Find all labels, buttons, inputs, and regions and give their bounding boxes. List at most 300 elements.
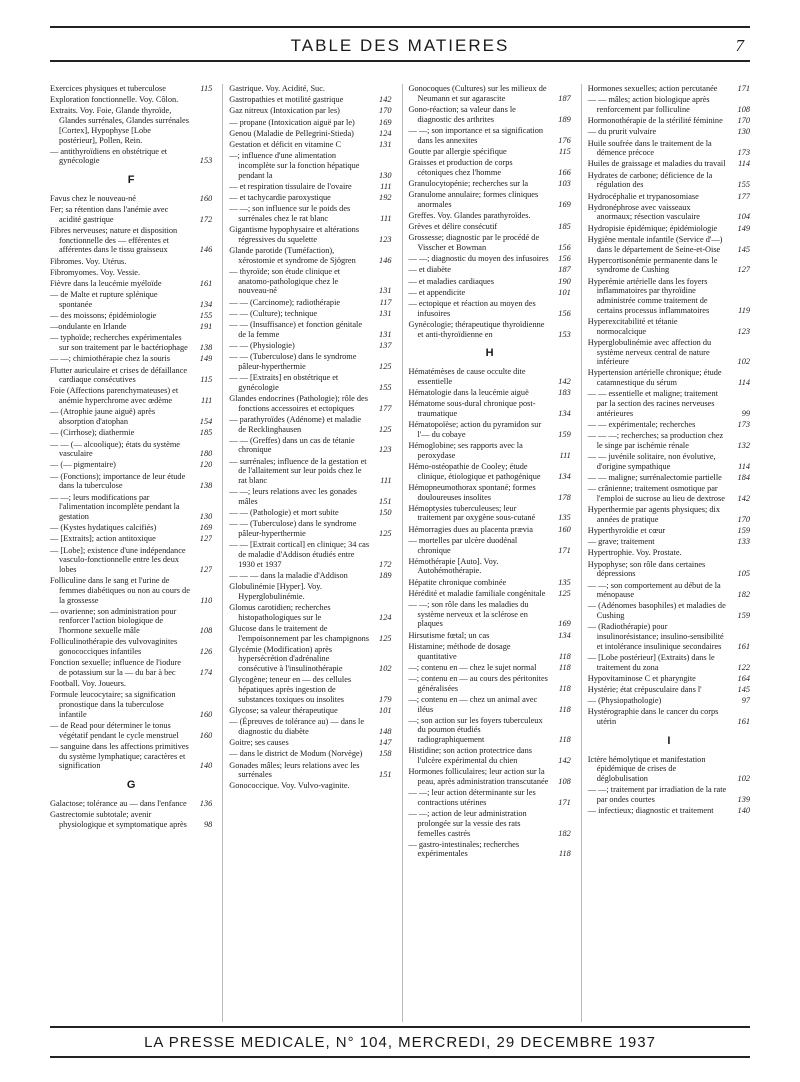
entry-page-ref: 172 xyxy=(199,214,213,224)
entry-term: Formule leucocytaire; sa signification pronostique dans la tuberculose infantile xyxy=(50,690,176,719)
index-entry xyxy=(409,299,571,318)
index-entry xyxy=(409,746,571,765)
entry-term: Fièvre dans la leucémie myéloïde xyxy=(50,278,162,288)
entry-term: Fibromyomes. Voy. Vessie. xyxy=(50,267,141,277)
entry-page-ref: 114 xyxy=(738,461,750,471)
header-rule-top xyxy=(50,26,750,28)
entry-page-ref: 139 xyxy=(737,794,750,804)
entry-page-ref: 161 xyxy=(737,641,750,651)
entry-page-ref: 150 xyxy=(379,508,392,518)
entry-term: Hygiène mentale infantile (Service d'—) dans le département de Seine-et-Oise xyxy=(587,234,723,254)
entry-page-ref: 155 xyxy=(379,382,392,392)
entry-page-ref: 134 xyxy=(558,471,571,481)
entry-term: Gigantisme hypophysaire et altérations régressives du squelette xyxy=(229,225,359,244)
entry-page-ref: 146 xyxy=(199,245,213,255)
entry-page-ref: 185 xyxy=(199,428,213,438)
index-entry xyxy=(50,534,212,544)
entry-term: Hystérographie dans le cancer du corps utérin xyxy=(587,707,719,727)
index-entry xyxy=(50,679,212,689)
index-entry xyxy=(588,192,750,202)
index-entry xyxy=(409,525,571,535)
entry-term: — typhoïde; recherches expérimentales sur son traitement par le bactériophage xyxy=(50,333,188,353)
entry-page-ref: 159 xyxy=(737,526,750,536)
entry-term: Hémo-ostéopathie de Cooley; étude clinique, étiologique et pathogénique xyxy=(408,461,541,481)
index-entry xyxy=(50,460,212,470)
index-entry xyxy=(229,129,391,139)
entry-page-ref: 153 xyxy=(199,156,213,166)
index-entry xyxy=(588,674,750,684)
index-entry xyxy=(409,288,571,298)
entry-page-ref: 134 xyxy=(558,408,571,418)
section-letter: F xyxy=(127,174,135,187)
entry-page-ref: 108 xyxy=(199,626,213,636)
index-entry xyxy=(409,179,571,189)
entry-term: — — —; recherches; sa production chez le singe par ischémie rénale xyxy=(587,431,724,450)
entry-term: Greffes. Voy. Glandes parathyroïdes. xyxy=(408,210,531,220)
index-entry xyxy=(588,277,750,316)
index-entry xyxy=(50,333,212,352)
entry-term: — —; traitement par irradiation de la rate par ondes courtes xyxy=(587,785,727,804)
index-entry xyxy=(409,767,571,786)
entry-term: — —; son rôle dans les maladies du système nerveux et la sclérose en plaques xyxy=(408,600,529,629)
entry-term: — (Physiopathologie) xyxy=(587,696,662,706)
entry-term: — — maligne; surrénalectomie partielle xyxy=(587,473,722,483)
index-entry xyxy=(588,537,750,547)
entry-term: — grave; traitement xyxy=(587,537,655,547)
entry-term: Gaz nitreux (Intoxication par les) xyxy=(229,106,340,116)
entry-page-ref: 166 xyxy=(558,167,571,177)
index-entry xyxy=(588,171,750,190)
entry-page-ref: 138 xyxy=(199,481,213,491)
entry-page-ref: 138 xyxy=(199,343,213,353)
index-entry xyxy=(588,159,750,169)
entry-page-ref: 137 xyxy=(379,340,392,350)
entry-page-ref: 189 xyxy=(379,570,392,580)
entry-page-ref: 177 xyxy=(379,403,392,413)
entry-term: — — (Physiologie) xyxy=(229,340,295,350)
entry-page-ref: 127 xyxy=(199,534,213,544)
index-entry xyxy=(409,126,571,145)
entry-term: — — (Carcinome); radiothérapie xyxy=(229,297,341,307)
entry-term: Globulinémie [Hyper]. Voy. Hyperglobulinémie. xyxy=(229,582,322,601)
entry-term: Gono-réaction; sa valeur dans le diagnostic des arthrites xyxy=(408,104,516,124)
index-entry xyxy=(50,205,212,224)
entry-term: Fibromes. Voy. Utérus. xyxy=(50,256,127,266)
entry-term: Glucose dans le traitement de l'empoisonnement par les champignons xyxy=(229,623,370,643)
entry-term: Hyperthyroïdie et cœur xyxy=(587,526,666,536)
index-entry xyxy=(229,645,391,674)
entry-term: — crânienne; traitement osmotique par l'emploi de sucrose au lieu de dextrose xyxy=(587,484,725,503)
index-entry xyxy=(229,415,391,434)
entry-term: Ictère hémolytique et manifestation épidémique de crises de déglobulisation xyxy=(587,754,706,783)
entry-term: Gynécologie; thérapeutique thyroïdienne et anti-thyroïdienne en xyxy=(408,319,545,339)
index-entry xyxy=(50,440,212,459)
index-entry xyxy=(50,194,212,204)
index-entry xyxy=(50,428,212,438)
entry-term: Hydropisie épidémique; épidémiologie xyxy=(587,223,718,233)
entry-page-ref: 179 xyxy=(379,694,392,704)
entry-term: — dans le district de Modum (Norvège) xyxy=(229,749,363,759)
entry-page-ref: 160 xyxy=(199,193,213,203)
page-footer: LA PRESSE MEDICALE, N° 104, MERCREDI, 29 DECEMBRE 1937 xyxy=(144,1034,656,1051)
entry-page-ref: 187 xyxy=(558,93,571,103)
entry-term: Foie (Affections parenchymateuses) et anémie hyperchrome avec œdème xyxy=(50,386,179,406)
entry-term: Grossesse; diagnostic par le procédé de Visscher et Bowman xyxy=(408,233,540,253)
entry-term: — et tachycardie paroxystique xyxy=(229,193,331,203)
index-entry xyxy=(588,785,750,804)
entry-page-ref: 171 xyxy=(737,84,750,93)
header-rule-bottom xyxy=(50,60,750,62)
index-entry xyxy=(50,279,212,289)
entry-page-ref: 145 xyxy=(737,685,750,695)
index-entry xyxy=(409,504,571,523)
index-entry xyxy=(409,147,571,157)
entry-page-ref: 135 xyxy=(558,513,571,523)
entry-page-ref: 125 xyxy=(379,529,392,539)
entry-term: — du prurit vulvaire xyxy=(587,127,657,137)
entry-term: — — [Extrait cortical] en clinique; 34 cas de maladie d'Addison étudiés entre 1930 et 1937 xyxy=(229,540,370,569)
entry-page-ref: 125 xyxy=(379,361,392,371)
entry-term: Hypercortisonémie permanente dans le syndrome de Cushing xyxy=(587,255,718,275)
entry-page-ref: 169 xyxy=(379,117,392,127)
index-entry xyxy=(409,674,571,693)
index-entry xyxy=(409,631,571,641)
entry-term: — —; leurs modifications par l'alimentation incomplète pendant la gestation xyxy=(50,492,180,521)
index-entry xyxy=(50,607,212,636)
index-entry xyxy=(588,473,750,483)
entry-term: Hypertrophie. Voy. Prostate. xyxy=(587,548,682,558)
entry-term: Hématémèses de cause occulte dite essentielle xyxy=(408,367,526,386)
entry-term: — — juvénile solitaire, non évolutive, d'origine sympathique xyxy=(587,452,716,471)
index-entry xyxy=(588,505,750,524)
entry-term: Football. Voy. Joueurs. xyxy=(50,679,126,689)
entry-page-ref: 151 xyxy=(379,496,392,506)
index-entry xyxy=(229,394,391,413)
entry-term: Hyperthermie par agents physiques; dix années de pratique xyxy=(587,505,721,524)
entry-term: Grèves et délire consécutif xyxy=(408,222,498,232)
entry-page-ref: 118 xyxy=(558,683,571,693)
entry-term: Gonococcique. Voy. Vulvo-vaginite. xyxy=(229,781,350,791)
index-entry xyxy=(588,95,750,114)
entry-term: — et diabète xyxy=(408,265,451,275)
index-entry xyxy=(588,707,750,726)
entry-term: — —; action de leur administration prolongée sur la vessie des rats femelles castrés xyxy=(408,809,527,838)
entry-term: Fonction sexuelle; influence de l'iodure de potassium sur la — du bar à bec xyxy=(50,658,181,677)
footer-rule-top xyxy=(50,1026,750,1028)
entry-term: —; son action sur les foyers tuberculeux du poumon étudiés radiographiquement xyxy=(408,715,543,745)
index-entry xyxy=(50,472,212,491)
entry-term: Genou (Maladie de Pellegrini-Stieda) xyxy=(229,128,354,138)
entry-term: Hémoglobine; ses rapports avec la peroxydase xyxy=(408,441,523,460)
index-entry xyxy=(50,493,212,522)
index-entry xyxy=(409,642,571,661)
entry-term: Hémoptysies tuberculeuses; leur traitement par oxygène sous-cutané xyxy=(408,503,536,523)
index-entry xyxy=(50,322,212,332)
entry-page-ref: 160 xyxy=(199,709,213,719)
index-entry xyxy=(229,298,391,308)
index-entry xyxy=(588,389,750,418)
entry-term: — parathyroïdes (Adénome) et maladie de Recklinghausen xyxy=(229,414,362,434)
entry-page-ref: 135 xyxy=(558,577,571,587)
entry-page-ref: 111 xyxy=(559,450,571,460)
index-entry xyxy=(409,233,571,252)
entry-page-ref: 118 xyxy=(558,735,571,745)
entry-page-ref: 118 xyxy=(558,849,571,859)
entry-term: Histamine; méthode de dosage quantitative xyxy=(408,641,511,661)
entry-term: Gestation et déficit en vitamine C xyxy=(229,140,341,150)
entry-term: — (Cirrhose); diathermie xyxy=(50,428,135,438)
entry-term: — [Lobe postérieur] (Extraits) dans le traitement du zona xyxy=(587,652,715,672)
index-entry xyxy=(588,622,750,651)
entry-term: Histidine; son action protectrice dans l'ulcère expérimental du chien xyxy=(408,746,532,766)
entry-page-ref: 133 xyxy=(737,537,750,547)
index-entry xyxy=(409,254,571,264)
entry-term: — — (Tuberculose) dans le syndrome pâleur-hyperthermie xyxy=(229,519,357,539)
entry-page-ref: 153 xyxy=(558,329,571,339)
index-entry xyxy=(588,224,750,234)
index-entry xyxy=(409,695,571,714)
entry-term: — (Radiothérapie) pour insulinorésistance; insulino-sensibilité et intolérance insulinique secondaires xyxy=(587,622,724,651)
entry-term: — — mâles; action biologique après renforcement par folliculine xyxy=(587,95,710,114)
entry-page-ref: 191 xyxy=(199,322,213,332)
entry-term: —; contenu en — chez le sujet normal xyxy=(408,662,537,672)
index-entry xyxy=(50,95,212,105)
entry-page-ref: 111 xyxy=(380,213,392,223)
index-entry xyxy=(229,84,391,94)
entry-term: Exercices physiques et tuberculose xyxy=(50,84,166,93)
index-entry xyxy=(50,354,212,364)
index-column-1 xyxy=(50,84,212,1022)
index-entry xyxy=(229,571,391,581)
entry-term: Huiles de graissage et maladies du travail xyxy=(587,159,726,169)
entry-term: Flutter auriculaire et crises de défaillance cardiaque consécutives xyxy=(50,365,188,385)
index-entry xyxy=(588,653,750,672)
entry-term: — de Read pour déterminer le tonus végétatif pendant le cycle menstruel xyxy=(50,720,179,740)
entry-page-ref: 115 xyxy=(200,84,213,93)
index-entry xyxy=(588,526,750,536)
index-entry xyxy=(229,267,391,296)
index-entry xyxy=(409,211,571,221)
index-entry xyxy=(409,462,571,481)
index-entry xyxy=(409,320,571,339)
entry-page-ref: 161 xyxy=(199,278,213,288)
entry-page-ref: 176 xyxy=(558,135,571,145)
entry-term: Gonades mâles; leurs relations avec les surrénales xyxy=(229,760,360,780)
entry-page-ref: 104 xyxy=(737,212,750,222)
entry-term: — sanguine dans les affections primitives du système lymphatique; caractères et signification xyxy=(50,741,189,771)
index-entry xyxy=(229,204,391,223)
entry-page-ref: 131 xyxy=(379,329,392,339)
entry-term: — —; son importance et sa signification dans les annexites xyxy=(408,125,544,145)
entry-term: — —; diagnostic du moyen des infusoires xyxy=(408,254,549,264)
index-entry xyxy=(409,399,571,418)
entry-page-ref: 172 xyxy=(379,559,392,569)
entry-term: — de Malte et rupture splénique spontanée xyxy=(50,290,158,309)
index-entry xyxy=(50,106,212,145)
index-entry xyxy=(50,268,212,278)
index-entry xyxy=(588,452,750,471)
index-entry xyxy=(229,781,391,791)
entry-term: —; contenu en — chez un animal avec iléus xyxy=(408,694,538,714)
index-entry xyxy=(229,603,391,622)
entry-page-ref: 173 xyxy=(737,420,750,429)
index-entry xyxy=(588,84,750,94)
entry-term: — — (— alcoolique); états du système vasculaire xyxy=(50,439,180,459)
index-entry xyxy=(50,84,212,94)
index-entry xyxy=(50,810,212,829)
entry-term: Folliculine dans le sang et l'urine de femmes diabétiques ou non au cours de la grossesse xyxy=(50,576,190,605)
entry-term: — (Kystes hydatiques calcifiés) xyxy=(50,523,157,533)
entry-term: — — (Pathologie) et mort subite xyxy=(229,508,339,518)
index-entry xyxy=(409,367,571,386)
entry-term: Hydronéphrose avec vaisseaux anormaux; résection vasculaire xyxy=(587,202,700,222)
entry-page-ref: 115 xyxy=(200,375,213,385)
index-entry xyxy=(409,663,571,673)
entry-page-ref: 98 xyxy=(203,819,213,829)
entry-term: —; influence d'une alimentation incomplète sur la fonction hépatique pendant la xyxy=(229,151,360,180)
entry-page-ref: 131 xyxy=(379,308,392,318)
entry-page-ref: 156 xyxy=(558,243,571,253)
entry-term: Hydrocéphalie et trypanosomiase xyxy=(587,191,699,201)
index-entry xyxy=(409,600,571,629)
index-entry xyxy=(409,105,571,124)
index-entry xyxy=(229,193,391,203)
entry-term: Gastrique. Voy. Acidité, Suc. xyxy=(229,84,325,93)
entry-page-ref: 115 xyxy=(558,146,571,156)
index-entry xyxy=(50,690,212,719)
entry-term: — et appendicite xyxy=(408,287,466,297)
entry-term: — (— pigmentaire) xyxy=(50,460,116,470)
index-entry xyxy=(229,761,391,780)
index-entry xyxy=(229,508,391,518)
index-entry xyxy=(229,320,391,339)
index-entry xyxy=(588,203,750,222)
entry-term: — — — dans la maladie d'Addison xyxy=(229,570,348,580)
entry-page-ref: 178 xyxy=(558,492,571,502)
index-entry xyxy=(588,139,750,158)
index-entry xyxy=(409,536,571,555)
index-entry xyxy=(409,277,571,287)
index-entry xyxy=(409,788,571,807)
index-entry xyxy=(409,589,571,599)
entry-page-ref: 183 xyxy=(558,387,571,397)
entry-term: — [Extraits]; action antitoxique xyxy=(50,534,156,544)
entry-page-ref: 190 xyxy=(558,276,571,286)
index-column-4 xyxy=(581,84,750,1022)
entry-page-ref: 147 xyxy=(379,738,392,748)
entry-term: Glande parotide (Tuméfaction), xérostomie et syndrome de Sjögren xyxy=(229,246,356,265)
entry-page-ref: 169 xyxy=(199,523,213,533)
index-entry xyxy=(588,235,750,254)
entry-page-ref: 170 xyxy=(737,116,750,126)
entry-page-ref: 158 xyxy=(379,749,392,759)
entry-page-ref: 103 xyxy=(558,178,571,188)
entry-term: Glycémie (Modification) après hypersécrétion d'adrénaline consécutive à l'insulinothérapie xyxy=(229,644,343,674)
index-entry xyxy=(588,806,750,816)
index-entry xyxy=(229,457,391,486)
entry-term: Hémopneumothorax spontané; formes douloureuses insolites xyxy=(408,482,536,502)
entry-term: — —; son influence sur le poids des surrénales chez le rat blanc xyxy=(229,204,351,223)
entry-term: — gastro-intestinales; recherches expérimentales xyxy=(408,839,520,859)
entry-page-ref: 101 xyxy=(379,705,392,715)
entry-term: Hypovitaminose C et pharyngite xyxy=(587,673,696,683)
index-entry xyxy=(229,749,391,759)
entry-term: Graisses et production de corps cétoniques chez l'homme xyxy=(408,157,513,177)
entry-term: Granulocytopénie; recherches sur la xyxy=(408,178,529,188)
entry-term: — infectieux; diagnostic et traitement xyxy=(587,806,714,816)
entry-term: Hérédité et maladie familiale congénitale xyxy=(408,588,546,598)
index-entry xyxy=(588,548,750,558)
section-letter: H xyxy=(485,347,494,360)
entry-term: — — (Greffes) dans un cas de tétanie chronique xyxy=(229,435,355,455)
index-entry xyxy=(50,257,212,267)
index-entry xyxy=(229,436,391,455)
entry-page-ref: 124 xyxy=(379,128,392,138)
entry-page-ref: 117 xyxy=(379,297,392,307)
index-entry xyxy=(50,658,212,677)
entry-term: — —; leurs relations avec les gonades mâles xyxy=(229,487,357,506)
entry-term: Glomus carotidien; recherches histopathologiques sur le xyxy=(229,602,331,622)
entry-page-ref: 111 xyxy=(201,396,213,406)
index-entry xyxy=(588,696,750,706)
entry-page-ref: 125 xyxy=(558,588,571,598)
entry-page-ref: 159 xyxy=(558,429,571,439)
index-entry xyxy=(409,716,571,745)
entry-term: — (Adénomes basophiles) et maladies de Cushing xyxy=(587,601,726,621)
entry-page-ref: 185 xyxy=(558,222,571,232)
entry-page-ref: 122 xyxy=(737,662,750,672)
entry-page-ref: 123 xyxy=(379,445,392,455)
entry-page-ref: 164 xyxy=(737,673,750,683)
entry-page-ref: 156 xyxy=(558,308,571,318)
entry-term: Hyperglobulinémie avec affection du système nerveux central de nature inférieure xyxy=(587,337,712,367)
entry-page-ref: 130 xyxy=(737,127,750,137)
entry-page-ref: 192 xyxy=(379,193,392,203)
entry-term: — ectopique et réaction au moyen des infusoires xyxy=(408,299,536,318)
index-entry xyxy=(588,755,750,784)
index-entry xyxy=(588,127,750,137)
index-entry xyxy=(229,352,391,371)
entry-page-ref: 118 xyxy=(558,662,571,672)
entry-page-ref: 161 xyxy=(737,717,750,727)
entry-page-ref: 136 xyxy=(199,798,213,808)
entry-page-ref: 127 xyxy=(199,564,213,574)
entry-term: Fer; sa rétention dans l'anémie avec acidité gastrique xyxy=(50,205,169,224)
index-entry xyxy=(229,151,391,180)
index-entry xyxy=(229,140,391,150)
entry-term: — ovarienne; son administration pour renforcer l'action biologique de l'hormone sexuelle mâle xyxy=(50,606,177,636)
entry-page-ref: 130 xyxy=(379,170,392,180)
section-letter: G xyxy=(126,779,136,791)
index-entry xyxy=(588,581,750,600)
index-entry xyxy=(229,182,391,192)
entry-page-ref: 180 xyxy=(199,449,213,459)
entry-term: Hormones sexuelles; action percutanée xyxy=(587,84,718,93)
entry-page-ref: 131 xyxy=(379,140,392,150)
entry-page-ref: 126 xyxy=(199,647,213,657)
entry-term: — —; leur action déterminante sur les contractions utérines xyxy=(408,788,536,807)
entry-term: Glycogène; teneur en — des cellules hépatiques après ingestion de substances toxiques ou insolites xyxy=(229,675,352,704)
index-column-3 xyxy=(402,84,571,1022)
entry-page-ref: 142 xyxy=(379,95,392,105)
entry-page-ref: 187 xyxy=(558,265,571,275)
entry-page-ref: 132 xyxy=(737,440,750,450)
index-entry xyxy=(229,341,391,351)
entry-term: — — [Extraits] en obstétrique et gynécologie xyxy=(229,372,339,392)
index-entry xyxy=(588,256,750,275)
entry-term: Glandes endocrines (Pathologie); rôle des fonctions accessoires et ectopiques xyxy=(229,393,368,413)
entry-page-ref: 101 xyxy=(558,287,571,297)
